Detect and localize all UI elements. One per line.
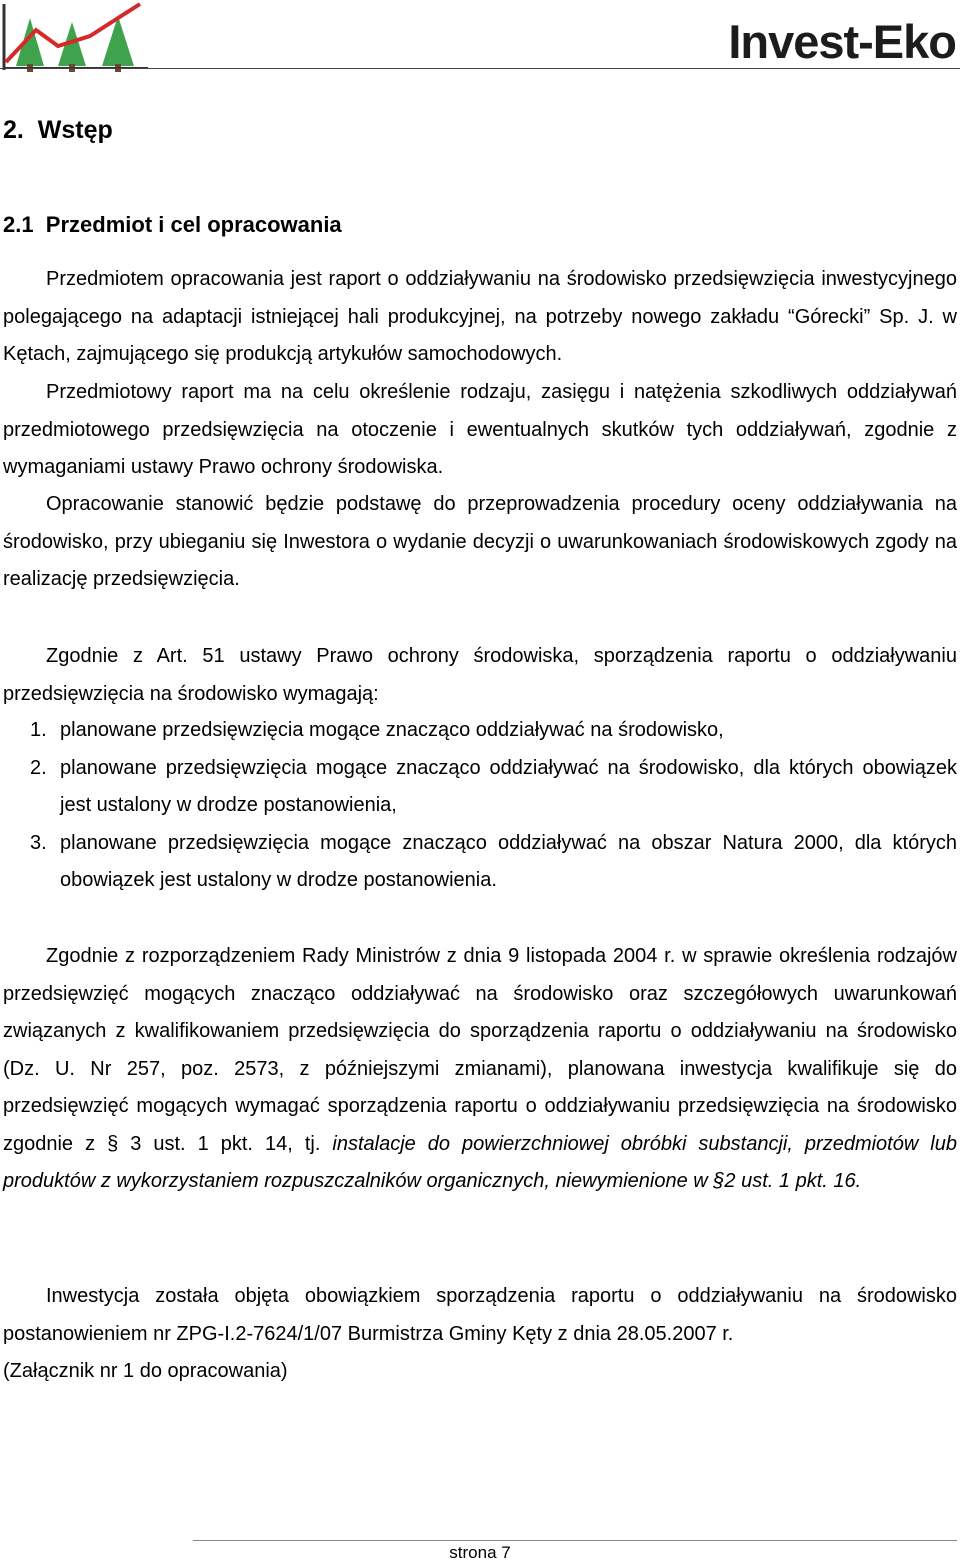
paragraph-5-text: Zgodnie z rozporządzeniem Rady Ministrów z dnia 9 listopada 2004 r. w sprawie określenia rodzajów przedsięwzięć mogących znacząco oddziaływać na środowisko oraz szczegółowych uwarunkowań związanych z kwalifikowaniem przedsięwzięcia do sporządzenia raportu o oddziaływaniu na środowisko (Dz. U. Nr 257, poz. 2573, z późniejszymi zmianami), planowana inwestycja kwalifikuje się do przedsięwzięć mogących wymagać sporządzenia raportu o oddziaływaniu przedsięwzięcia na środowisko zgodnie z § 3 ust. 1 pkt. 14, tj. [3, 945, 957, 1155]
list-item [3, 825, 957, 900]
list-item [3, 712, 957, 750]
subsection-title: 2.1 Przedmiot i cel opracowania [3, 212, 342, 237]
paragraph-3: Opracowanie stanowić będzie podstawę do przeprowadzenia procedury oceny oddziaływania na środowisko, przy ubieganiu się Inwestora o wydanie decyzji o uwarunkowaniach środowiskowych zgody na realizację przedsięwzięcia. [3, 493, 957, 590]
paragraph-4: Zgodnie z Art. 51 ustawy Prawo ochrony środowiska, sporządzenia raportu o oddziaływaniu przedsięwzięcia na środowisko wymagają: [3, 645, 957, 705]
list-item-number: 1. [30, 719, 47, 741]
list-item-text: planowane przedsięwzięcia mogące znacząco oddziaływać na środowisko, [60, 719, 724, 741]
footer-divider [193, 1540, 957, 1541]
brand-logo-text: Invest-Eko [728, 15, 956, 68]
page-header [0, 0, 960, 80]
paragraph-5 [3, 938, 957, 1201]
paragraph-7: (Załącznik nr 1 do opracowania) [3, 1360, 288, 1382]
list-item-text: planowane przedsięwzięcia mogące znacząco oddziaływać na obszar Natura 2000, dla których obowiązek jest ustalony w drodze postanowienia. [60, 831, 957, 891]
page-number: strona 7 [449, 1543, 511, 1562]
paragraph-2: Przedmiotowy raport ma na celu określenie rodzaju, zasięgu i natężenia szkodliwych oddziaływań przedmiotowego przedsięwzięcia na otoczenie i ewentualnych skutków tych oddziaływań, zgodnie z wymaganiami ustawy Prawo ochrony środowiska. [3, 381, 957, 478]
list-item-text: planowane przedsięwzięcia mogące znacząco oddziaływać na środowisko, dla których obowiązek jest ustalony w drodze postanowienia, [60, 756, 957, 816]
list-item-number: 2. [30, 756, 47, 779]
paragraph-5-italic: instalacje do powierzchniowej obróbki substancji, przedmiotów lub produktów z wykorzystaniem rozpuszczalników organicznych, niewymienione w §2 ust. 1 pkt. 16. [3, 1132, 957, 1192]
list-item [3, 750, 957, 825]
header-divider [0, 68, 960, 69]
section-title: 2. Wstęp [3, 116, 113, 144]
paragraph-1: Przedmiotem opracowania jest raport o oddziaływaniu na środowisko przedsięwzięcia inwestycyjnego polegającego na adaptacji istniejącej hali produkcyjnej, na potrzeby nowego zakładu “Górecki” Sp. J. w Kętach, zajmującego się produkcją artykułów samochodowych. [3, 268, 957, 365]
list-item-number: 3. [30, 831, 47, 854]
requirements-list [3, 712, 957, 900]
paragraph-6: Inwestycja została objęta obowiązkiem sporządzenia raportu o oddziaływaniu na środowisko postanowieniem nr ZPG-I.2-7624/1/07 Burmistrza Gminy Kęty z dnia 28.05.2007 r. [3, 1285, 957, 1345]
